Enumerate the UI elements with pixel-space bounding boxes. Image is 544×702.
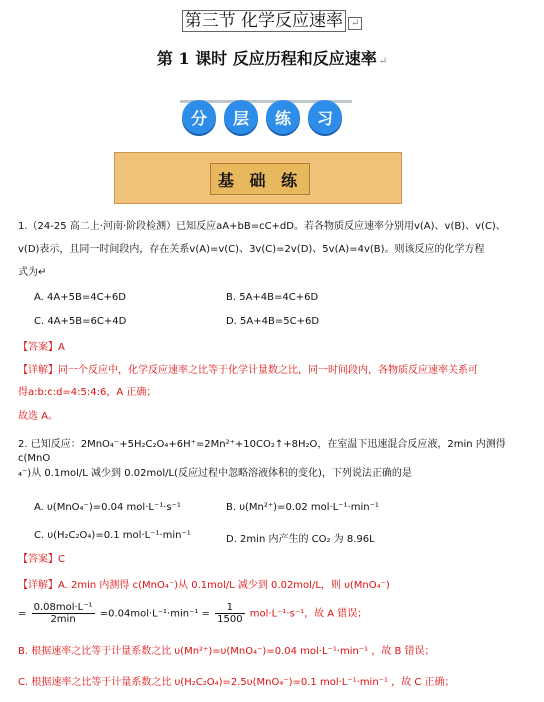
- q1-option-d: D. 5A+4B=5C+6D: [226, 316, 320, 327]
- basic-practice-banner: [114, 152, 402, 204]
- q1-stem-line1: 1.（24-25 高二上·河南·阶段检测）已知反应aA+bB=cC+dD。若各物质反应速率分别用v(A)、v(B)、v(C)、: [18, 221, 506, 232]
- formula-tail: mol·L⁻¹·s⁻¹，故 A 错误；: [249, 608, 368, 620]
- lesson-title: [0, 46, 544, 69]
- q1-analysis-line1: 【详解】同一个反应中，化学反应速率之比等于化学计量数之比，同一时间段内，各物质反应速率关系可: [18, 365, 478, 376]
- practice-char-3: 练: [266, 100, 300, 134]
- q1-option-c: C. 4A+5B=6C+4D: [34, 316, 127, 327]
- section-title-text: 第三节 化学反应速率: [182, 10, 346, 32]
- q2-rate-formula: = $\frac{\text{0.08mol·L⁻¹}}{2\min}$ =0.04mol·L⁻¹·min⁻¹ = $\frac{1}{1500}$ mol·L⁻¹·s⁻¹，故 A 错误；: [18, 602, 368, 625]
- fraction-two-numerator: 1: [215, 602, 244, 614]
- q2-analysis-c: C. 根据速率之比等于计量系数之比 υ(H₂C₂O₄)=2.5υ(MnO₄⁻)=0.1 mol·L⁻¹·min⁻¹ ，故 C 正确；: [18, 677, 455, 688]
- fraction-one: [32, 602, 95, 625]
- q1-stem-line2: v(D)表示，且同一时间段内，存在关系v(A)=v(C)、3v(C)=2v(D)、5v(A)=4v(B)。则该反应的化学方程: [18, 244, 485, 255]
- lesson-title-text: 第 1 课时 反应历程和反应速率: [156, 49, 377, 68]
- q2-option-a: A. υ(MnO₄⁻)=0.04 mol·L⁻¹·s⁻¹: [34, 502, 181, 513]
- q1-analysis-line2: 得a:b:c:d=4:5:4:6，A 正确；: [18, 387, 157, 398]
- q2-analysis-b: B. 根据速率之比等于计量系数之比 υ(Mn²⁺)=υ(MnO₄⁻)=0.04 mol·L⁻¹·min⁻¹ ，故 B 错误；: [18, 646, 435, 657]
- practice-char-2: 层: [224, 100, 258, 134]
- q1-stem-line3: 式为↵: [18, 267, 47, 278]
- q1-answer: 【答案】A: [18, 342, 65, 353]
- return-mark: ↵: [348, 17, 362, 30]
- practice-banner: [176, 92, 356, 137]
- fraction-one-numerator: 0.08mol·L⁻¹: [33, 602, 93, 613]
- q2-option-b: B. υ(Mn²⁺)=0.02 mol·L⁻¹·min⁻¹: [226, 502, 379, 513]
- section-title: [0, 6, 544, 31]
- fraction-two: [215, 602, 244, 625]
- fraction-one-denominator: 2min: [50, 614, 76, 625]
- q2-stem-line2: ₄⁻)从 0.1mol/L 减少到 0.02mol/L(反应过程中忽略溶液体积的变化)，下列说法正确的是: [18, 468, 412, 479]
- q1-option-a: A. 4A+5B=4C+6D: [34, 292, 126, 303]
- formula-middle: =0.04mol·L⁻¹·min⁻¹ =: [99, 608, 210, 620]
- q2-option-c: C. υ(H₂C₂O₄)=0.1 mol·L⁻¹·min⁻¹: [34, 530, 191, 541]
- practice-char-1: 分: [182, 100, 216, 134]
- q2-analysis-a: 【详解】A. 2min 内测得 c(MnO₄⁻)从 0.1mol/L 减少到 0.02mol/L，则 υ(MnO₄⁻): [18, 580, 390, 591]
- q2-option-d: D. 2min 内产生的 CO₂ 为 8.96L: [226, 534, 375, 545]
- q2-stem-line1: 2. 已知反应：2MnO₄⁻+5H₂C₂O₄+6H⁺=2Mn²⁺+10CO₂↑+8H₂O，在室温下迅速混合反应液，2min 内测得 c(MnO: [18, 439, 506, 464]
- basic-practice-label: 基 础 练: [210, 163, 310, 195]
- q1-option-b: B. 5A+4B=4C+6D: [226, 292, 319, 303]
- fraction-two-denominator: 1500: [217, 614, 243, 625]
- return-mark: ↵: [378, 56, 388, 67]
- practice-char-4: 习: [308, 100, 342, 134]
- q2-answer: 【答案】C: [18, 554, 65, 565]
- q1-conclusion: 故选 A。: [18, 411, 59, 422]
